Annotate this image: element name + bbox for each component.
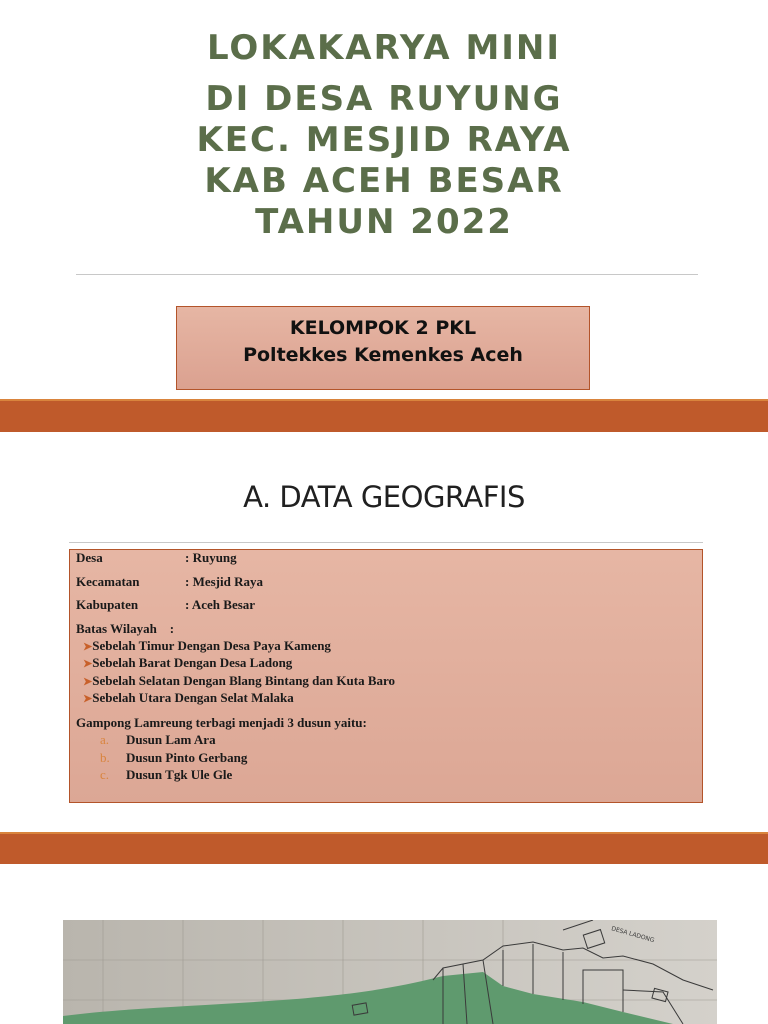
arrow-bullet-icon: ➤: [83, 676, 93, 688]
batas-wilayah-label: Batas Wilayah :: [76, 621, 175, 636]
field-kabupaten: [76, 597, 255, 613]
list-item: c. Dusun Tgk Ule Gle: [100, 767, 233, 782]
list-item: ➤Sebelah Timur Dengan Desa Paya Kameng: [83, 638, 331, 653]
field-value: : Ruyung: [185, 550, 237, 565]
list-item: b. Dusun Pinto Gerbang: [100, 750, 248, 765]
list-item: ➤Sebelah Selatan Dengan Blang Bintang dan Kuta Baro: [83, 673, 396, 688]
list-item: a. Dusun Lam Ara: [100, 732, 216, 747]
group-info-box: [176, 306, 590, 390]
field-value: : Mesjid Raya: [185, 574, 263, 589]
slide-separator: [0, 399, 768, 432]
village-map-drawing: [63, 920, 717, 1024]
village-map-photo: [63, 920, 717, 1024]
geography-data-box: [69, 549, 703, 803]
slide-title: [0, 28, 768, 243]
title-line: TAHUN 2022: [255, 202, 513, 242]
institution-name: Poltekkes Kemenkes Aceh: [243, 344, 523, 366]
arrow-bullet-icon: ➤: [83, 693, 93, 705]
group-name: KELOMPOK 2 PKL: [289, 317, 477, 339]
field-desa: [76, 550, 237, 566]
divider: [69, 542, 703, 543]
section-title: A. DATA GEOGRAFIS: [243, 480, 525, 514]
title-line: KEC. MESJID RAYA: [196, 120, 572, 160]
field-label: Kecamatan: [76, 574, 140, 589]
field-label: Desa: [76, 550, 103, 565]
arrow-bullet-icon: ➤: [83, 641, 93, 653]
field-value: : Aceh Besar: [185, 597, 256, 612]
map-label: DESA LADONG: [610, 925, 656, 945]
list-item: ➤Sebelah Utara Dengan Selat Malaka: [83, 690, 294, 705]
field-label: Kabupaten: [76, 597, 139, 612]
divider: [76, 274, 698, 275]
title-line: LOKAKARYA MINI: [206, 28, 562, 68]
field-kecamatan: [76, 574, 263, 590]
slide-separator: [0, 832, 768, 864]
arrow-bullet-icon: ➤: [83, 658, 93, 670]
dusun-intro: Gampong Lamreung terbagi menjadi 3 dusun yaitu:: [76, 715, 367, 730]
title-line: DI DESA RUYUNG: [205, 79, 563, 119]
title-line: KAB ACEH BESAR: [204, 161, 564, 201]
list-item: ➤Sebelah Barat Dengan Desa Ladong: [83, 655, 293, 670]
